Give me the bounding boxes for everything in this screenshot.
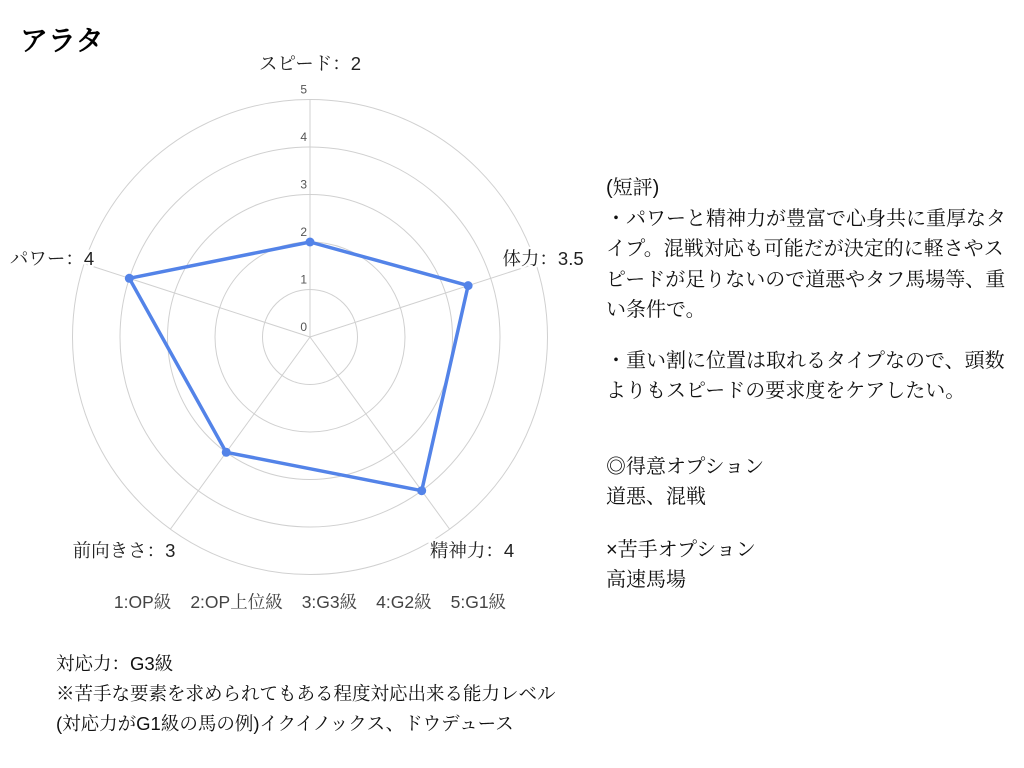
scale-key-item: 2:OP上位級 [190,592,283,612]
axis-label-mental-strength [430,540,514,561]
axis-name: スピード [258,53,333,74]
scale-key [0,589,620,615]
axis-separator: ： [332,53,351,74]
axis-label-power [10,248,94,269]
axis-name: 前向きさ [72,540,147,561]
adaptability-note: ※苦手な要素を求められてもある程度対応出来る能力レベル [56,683,556,704]
review-line: よりもスピードの要求度をケアしたい。 [606,380,966,402]
scale-key-item: 3:G3級 [301,592,358,612]
bad-options-value: 高速馬場 [606,569,686,591]
review-line: ・重い割に位置は取れるタイプなので、頭数 [606,349,1005,372]
radar-chart [0,0,620,580]
good-options-value: 道悪、混戦 [606,486,706,508]
adaptability-level: 対応力：G3級 [56,653,174,674]
scale-key-item: 5:G1級 [450,592,507,612]
axis-value: 3 [165,540,176,561]
data-point [306,238,315,247]
review-heading: (短評) [606,177,660,199]
good-options-heading: ◎得意オプション [606,455,765,478]
axis-name: 体力 [502,248,540,269]
page-title: アラタ [20,25,104,56]
axis-value: 2 [350,53,362,74]
data-point [464,281,473,290]
review-line: ピードが足りないので道悪やタフ馬場等、重 [606,268,1006,291]
radar-grid [73,100,548,575]
axis-separator: ： [485,540,504,561]
good-options [606,452,1006,513]
axis-label-stamina [502,248,583,269]
data-point [417,486,426,495]
axis-label-speed [259,53,361,74]
axis-separator: ： [146,540,166,561]
axis-separator: ： [65,248,84,269]
radar-series [125,238,473,496]
axis-value: 4 [503,540,515,561]
axis-name: 精神力 [429,540,486,561]
axis-separator: ： [539,248,558,269]
adaptability-section [56,649,556,739]
bad-options-heading: ×苦手オプション [606,538,756,561]
r-tick-label: 2 [300,225,307,239]
axis-label-willingness [73,540,176,561]
adaptability-example: (対応力がG1級の馬の例)イクイノックス、ドウデュース [56,713,514,734]
axis-spoke [310,337,450,529]
axis-name: パワー [9,248,66,269]
radial-tick-labels [300,83,307,335]
review-panel [606,173,1006,596]
r-tick-label: 3 [300,177,307,192]
axis-spoke [170,337,310,529]
r-tick-label: 0 [300,320,307,334]
axis-spoke [84,264,310,337]
data-point [222,448,231,457]
bad-options [606,535,1006,596]
scale-key-item: 1:OP級 [113,592,172,612]
axis-value: 3.5 [557,248,584,269]
r-tick-label: 4 [300,130,307,144]
review-line: い条件で。 [606,299,706,321]
review-paragraph [606,204,1006,326]
axis-value: 4 [83,248,95,269]
r-tick-label: 1 [300,272,307,287]
data-point [125,274,134,283]
review-line: イプ。混戦対応も可能だが決定的に軽さやス [606,238,1004,260]
r-tick-label: 5 [300,82,307,97]
review-line: ・パワーと精神力が豊富で心身共に重厚なタ [606,207,1006,230]
review-paragraph [606,346,1006,407]
scale-key-item: 4:G2級 [376,592,432,612]
